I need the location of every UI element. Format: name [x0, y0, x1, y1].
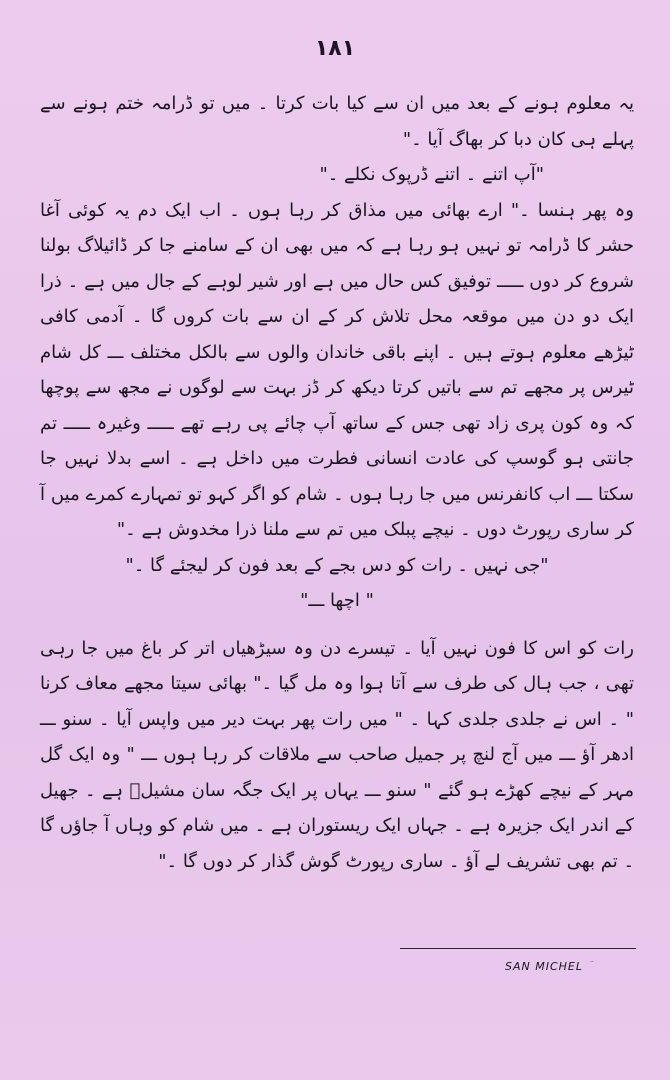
- page-number: ۱۸۱: [314, 36, 356, 61]
- dialogue-line: " اچھا ـــ": [300, 590, 374, 611]
- paragraph: رات کو اس کا فون نہیں آیا ۔ تیسرے دن وہ سیڑھیاں اتر کر باغ میں جا رہی تھی ، جب ہال کی طرف سے آتا ہوا وہ مل گیا ۔" بھائی سیتا مجھے معاف کرنا " ۔ اس نے جلدی جلدی کہا ۔ " میں رات پھر بہت دیر میں واپس آیا ۔ سنو ـــ ادھر آؤ ـــ میں آج لنچ پر جمیل صاحب سے ملاقات کر رہا ہوں ـــ " وہ ایک گل مہر کے نیچے کھڑے ہو گئے " سنو ـــ یہاں پر ایک جگہ سان مشیلؔ ہے ۔ جھیل کے اندر ایک جزیرہ ہے ۔ جہاں ایک ریستوران ہے ۔ میں شام کو وہاں آ جاؤں گا ۔ تم بھی تشریف لے آؤ ۔ ساری رپورٹ گوش گذار کر دوں گا ۔": [40, 637, 634, 872]
- footnote-divider: [400, 948, 636, 949]
- dialogue-line: "جی نہیں ۔ رات کو دس بجے کے بعد فون کر لیجئے گا ۔": [125, 554, 549, 576]
- paragraph-gap: [40, 619, 634, 631]
- paragraph: وہ پھر ہنسا ۔" ارے بھائی میں مذاق کر رہا ہوں ۔ اب ایک دم یہ کوئی آغا حشر کا ڈرامہ تو نہیں ہو رہا ہے کہ میں بھی ان کے سامنے جا کر ڈائیلاگ بولنا شروع کر دوں ـــــ توفیق کس حال میں ہے اور شیر لوہے کے جال میں ہے ۔ ذرا ایک دو دن میں موقعہ محل تلاش کر کے ان سے بات کروں گا ۔ آدمی کافی ٹیڑھے معلوم ہوتے ہیں ۔ اپنے باقی خاندان والوں سے بالکل مختلف ـــ کل شام ٹیرس پر مجھے تم سے باتیں کرتا دیکھ کر ڈز بہت سے لوگوں نے مجھ سے پوچھا کہ وہ کون پری زاد تھی جس کے ساتھ آپ چائے پی رہے تھے ـــــ وغیرہ ـــــ تم جانتی ہو گوسپ کی عادت انسانی فطرت میں داخل ہے ۔ اسے بدلا نہیں جا سکتا ـــ اب کانفرنس میں جا رہا ہوں ۔ شام کو اگر کہو تو تمہارے کمرے میں آ کر ساری رپورٹ دوں ۔ نیچے پبلک میں تم سے ملنا ذرا مخدوش ہے ۔": [40, 199, 634, 540]
- paragraph: یہ معلوم ہونے کے بعد میں ان سے کیا بات کرتا ۔ میں تو ڈرامہ ختم ہونے سے پہلے ہی کان دبا کر بھاگ آیا ۔": [40, 93, 634, 150]
- footnote: SAN MICHEL ؔ: [505, 960, 588, 973]
- page-body-text: [40, 86, 634, 879]
- dialogue-line: "آپ اتنے ۔ اتنے ڈرپوک نکلے ۔": [319, 164, 544, 185]
